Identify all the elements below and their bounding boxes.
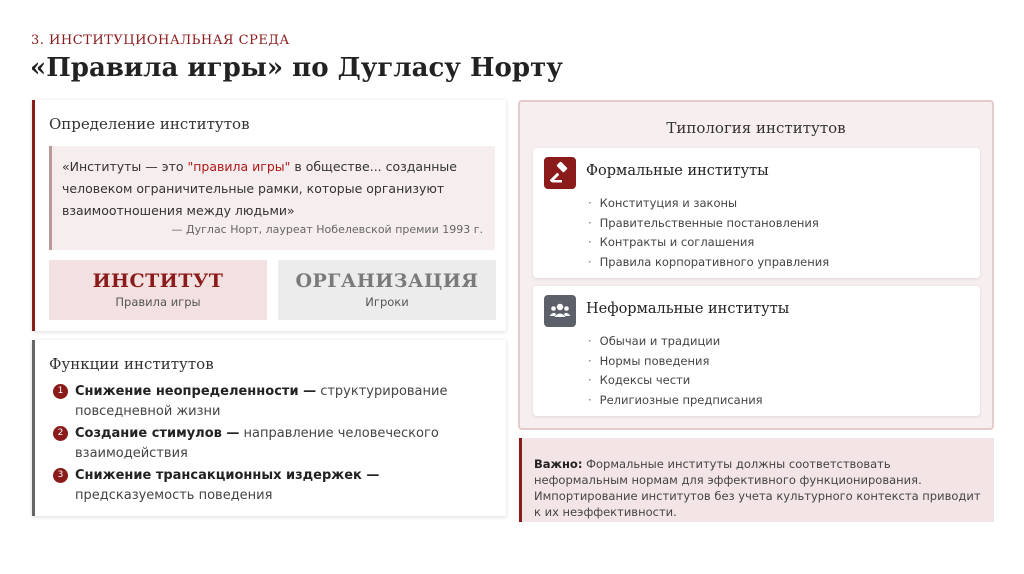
quote-author: — Дуглас Норт, лауреат Нобелевской премии 1993 г. <box>171 223 483 236</box>
informal-list <box>588 332 763 410</box>
list-item: · Нормы поведения <box>588 352 763 372</box>
organization-head: ОРГАНИЗАЦИЯ <box>295 270 479 292</box>
function-desc: направление человеческого взаимодействия <box>75 426 439 461</box>
quote-text <box>62 156 485 222</box>
note-text <box>534 456 984 520</box>
important-note <box>519 438 994 522</box>
list-item: · Правила корпоративного управления <box>588 253 829 273</box>
functions-title: Функции институтов <box>49 355 214 373</box>
functions-card <box>32 340 506 516</box>
function-text <box>75 466 493 506</box>
formal-institutions-box <box>533 148 980 278</box>
function-text <box>75 424 493 464</box>
institution-head: ИНСТИТУТ <box>92 270 224 292</box>
note-label: Важно: <box>534 457 583 471</box>
note-body: Формальные институты должны соответствовать неформальным нормам для эффективного функционирования. Импортирование институтов без учета культурного контекста приводит к их неэффективности. <box>534 457 981 519</box>
gavel-icon <box>544 157 576 189</box>
institution-box <box>49 260 267 320</box>
function-item <box>53 466 493 506</box>
quote-highlight: "правила игры" <box>187 159 291 174</box>
list-item: · Правительственные постановления <box>588 214 829 234</box>
definition-card <box>32 100 506 331</box>
function-text <box>75 382 493 422</box>
people-icon <box>544 295 576 327</box>
formal-title: Формальные институты <box>586 163 769 179</box>
organization-box <box>278 260 496 320</box>
page-title: «Правила игры» по Дугласу Норту <box>30 53 563 83</box>
list-item: · Конституция и законы <box>588 194 829 214</box>
quote-after: в обществе... созданные человеком ограничительные рамки, которые организуют взаимоотношения между людьми» <box>62 159 457 218</box>
formal-list <box>588 194 829 272</box>
number-badge: 3 <box>53 468 68 483</box>
definition-title: Определение институтов <box>49 115 250 133</box>
typology-title: Типология институтов <box>666 119 846 137</box>
list-item: · Обычаи и традиции <box>588 332 763 352</box>
function-desc: предсказуемость поведения <box>75 488 273 503</box>
number-badge: 1 <box>53 384 68 399</box>
informal-title: Неформальные институты <box>586 301 790 317</box>
organization-sub: Игроки <box>365 295 409 309</box>
section-label: 3. ИНСТИТУЦИОНАЛЬНАЯ СРЕДА <box>31 33 290 48</box>
typology-panel <box>518 100 994 430</box>
list-item: · Кодексы чести <box>588 371 763 391</box>
informal-institutions-box <box>533 286 980 416</box>
quote-before: «Институты — это <box>62 159 188 174</box>
function-bold: Создание стимулов — <box>75 426 240 441</box>
function-item <box>53 382 493 422</box>
quote-box <box>49 146 495 250</box>
function-item <box>53 424 493 464</box>
list-item: · Религиозные предписания <box>588 391 763 411</box>
function-bold: Снижение неопределенности — <box>75 384 317 399</box>
function-desc: структурирование повседневной жизни <box>75 384 448 419</box>
function-bold: Снижение трансакционных издержек — <box>75 468 380 483</box>
institution-sub: Правила игры <box>115 295 201 309</box>
number-badge: 2 <box>53 426 68 441</box>
list-item: · Контракты и соглашения <box>588 233 829 253</box>
